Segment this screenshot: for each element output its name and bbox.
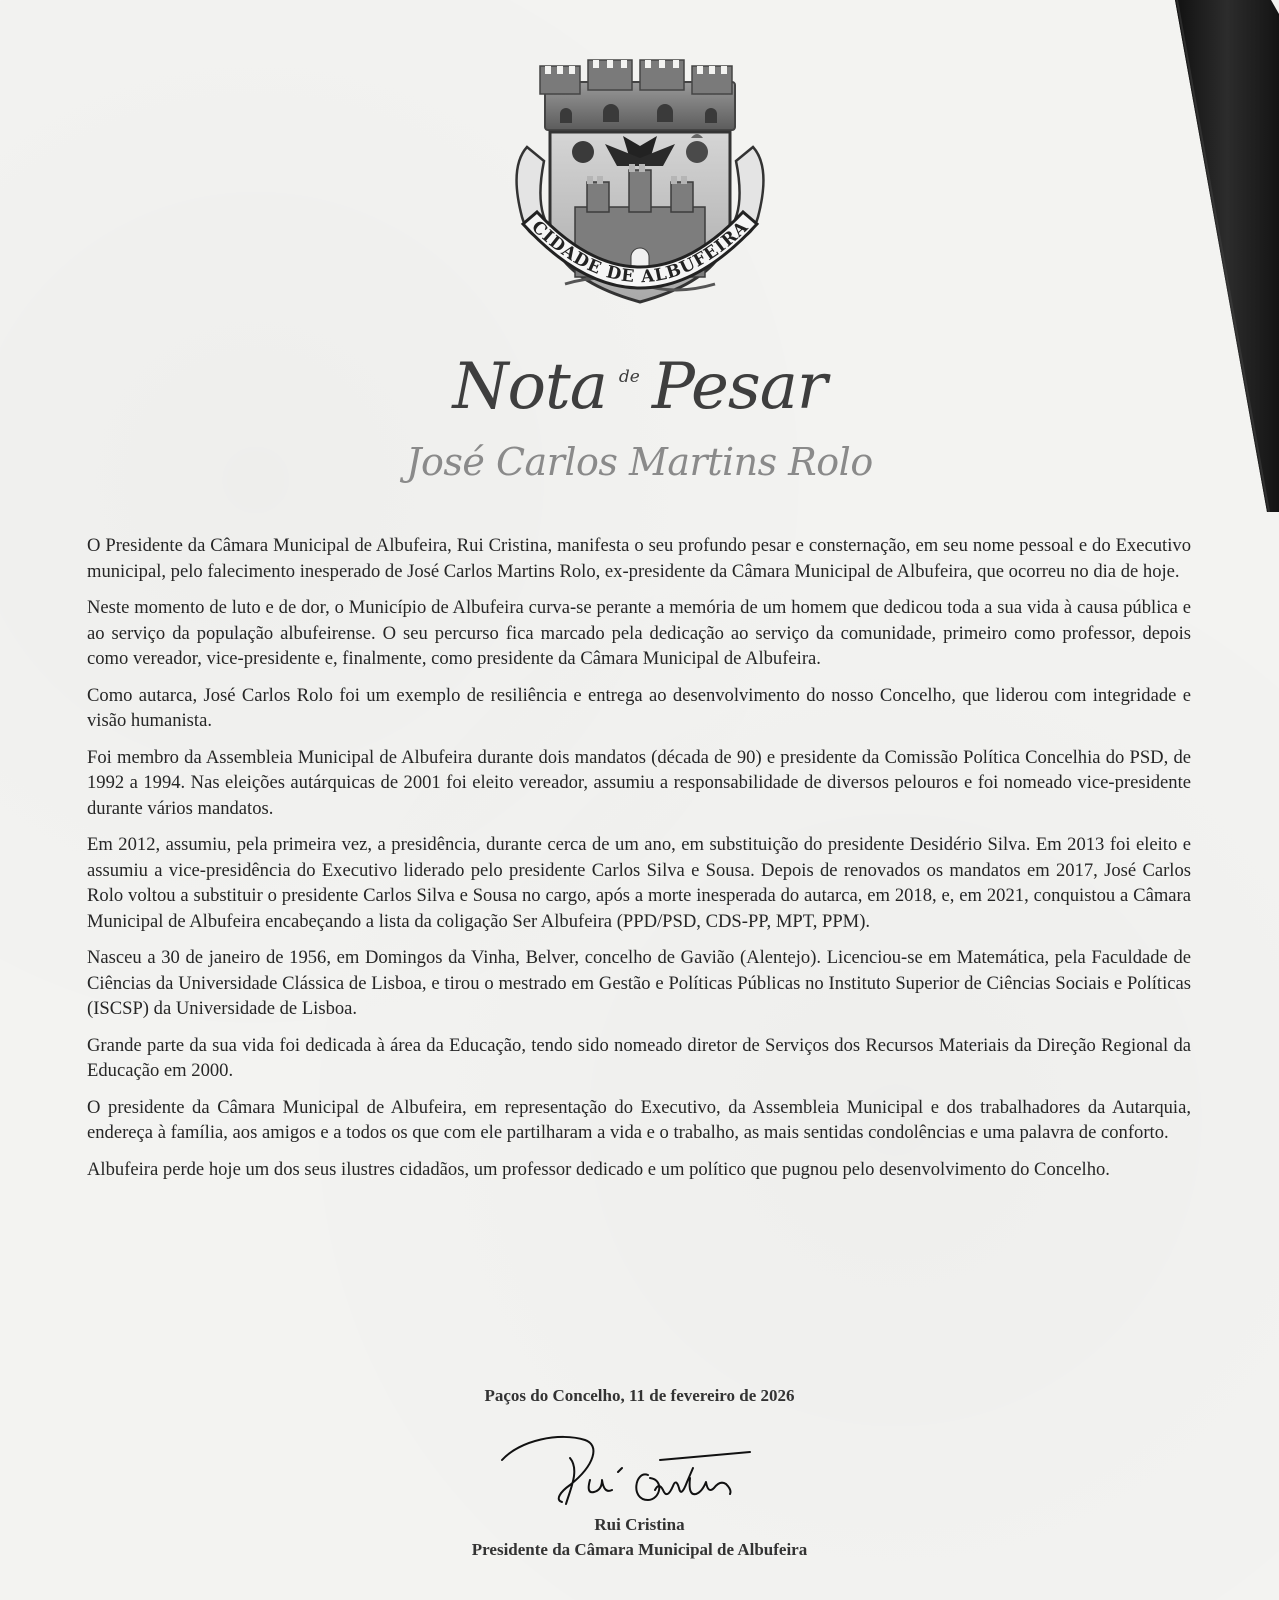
paragraph: Nasceu a 30 de janeiro de 1956, em Domingos da Vinha, Belver, concelho de Gavião (Alentejo). Licenciou-se em Matemática, pela Faculdade de Ciências da Universidade Clássica de Lisboa, e tirou o mestrado em Gestão e Políticas Públicas no Instituto Superior de Ciências Sociais e Políticas (ISCSP) da Universidade de Lisboa.	[87, 947, 1191, 1019]
signer-name: Rui Cristina	[594, 1515, 685, 1534]
title-nota: Nota	[452, 350, 607, 424]
paragraph: O presidente da Câmara Municipal de Albufeira, em representação do Executivo, da Assembleia Municipal e dos trabalhadores da Autarquia, endereça à família, aos amigos e a todos os que com ele partilharam a vida e o trabalho, as mais sentidas condolências e uma palavra de conforto.	[87, 1096, 1191, 1143]
crest-motto: CIDADE DE ALBUFEIRA	[527, 216, 753, 288]
paragraph: Grande parte da sua vida foi dedicada à área da Educação, tendo sido nomeado diretor de Serviços dos Recursos Materiais da Direção Regional da Educação em 2000.	[87, 1034, 1191, 1081]
signer-title: Presidente da Câmara Municipal de Albufeira	[471, 1540, 808, 1559]
paragraph: Neste momento de luto e de dor, o Município de Albufeira curva-se perante a memória de um homem que dedicou toda a sua vida à causa pública e ao serviço da população albufeirense. O seu percurso fica marcado pela dedicação ao serviço da comunidade, primeiro como professor, depois como vereador, vice-presidente e, finalmente, como presidente da Câmara Municipal de Albufeira.	[87, 597, 1191, 669]
page-title	[0, 350, 1279, 424]
paragraph: Como autarca, José Carlos Rolo foi um exemplo de resiliência e entrega ao desenvolvimento do nosso Concelho, que liderou com integridade e visão humanista.	[87, 684, 1191, 731]
title-de: de	[618, 367, 640, 387]
signer-block	[0, 1512, 1279, 1562]
paragraph: Foi membro da Assembleia Municipal de Albufeira durante dois mandatos (década de 90) e presidente da Comissão Política Concelhia do PSD, de 1992 a 1994. Nas eleições autárquicas de 2001 foi eleito vereador, assumiu a responsabilidade de diversos pelouros e foi nomeado vice-presidente durante vários mandatos.	[87, 746, 1191, 819]
letter-body	[87, 533, 1191, 1193]
paragraph: Em 2012, assumiu, pela primeira vez, a presidência, durante cerca de um ano, em substituição do presidente Desidério Silva. Em 2013 foi eleito e assumiu a vice-presidência do Executivo liderado pelo presidente Carlos Silva e Sousa. Depois de renovados os mandatos em 2017, José Carlos Rolo voltou a substituir o presidente Carlos Silva e Sousa no cargo, após a morte inesperada do autarca, em 2018, e, em 2021, conquistou a Câmara Municipal de Albufeira encabeçando a lista da coligação Ser Albufeira (PPD/PSD, CDS-PP, MPT, PPM).	[87, 834, 1191, 932]
paragraph: Albufeira perde hoje um dos seus ilustres cidadãos, um professor dedicado e um político que pugnou pelo desenvolvimento do Concelho.	[87, 1158, 1110, 1180]
handwritten-signature	[500, 1430, 760, 1520]
albufeira-crest-icon	[505, 52, 775, 342]
title-pesar: Pesar	[651, 350, 827, 424]
deceased-name: José Carlos Martins Rolo	[406, 440, 873, 484]
paragraph: O Presidente da Câmara Municipal de Albufeira, Rui Cristina, manifesta o seu profundo pesar e consternação, em seu nome pessoal e do Executivo municipal, pelo falecimento inesperado de José Carlos Martins Rolo, ex-presidente da Câmara Municipal de Albufeira, que ocorreu no dia de hoje.	[87, 535, 1191, 582]
place-date: Paços do Concelho, 11 de fevereiro de 2026	[484, 1386, 795, 1405]
